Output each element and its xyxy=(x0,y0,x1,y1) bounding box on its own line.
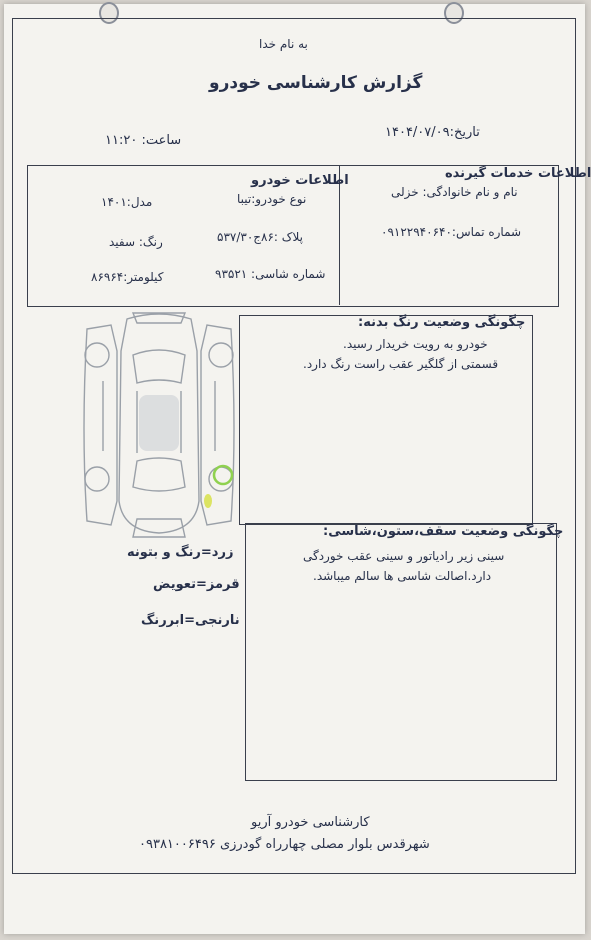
vehicle-plate: پلاک :۸۶ج۵۳۷/۳۰ xyxy=(217,230,304,244)
body-paint-line1: خودرو به رویت خریدار رسید. xyxy=(343,337,488,351)
vehicle-model: مدل:۱۴۰۱ xyxy=(101,195,153,209)
chassis-status-line2: دارد.اصالت شاسی ها سالم میباشد. xyxy=(313,569,492,583)
legend-yellow: زرد=رنگ و بتونه xyxy=(127,545,234,560)
vehicle-type: نوع خودرو:تیبا xyxy=(237,192,307,206)
chassis-status-heading: چگونگی وضعیت سقف،ستون،شاسی: xyxy=(323,524,564,539)
vehicle-chassis: شماره شاسی: ۹۳۵۲۱ xyxy=(215,267,326,281)
green-marker xyxy=(214,466,232,484)
report-frame xyxy=(12,18,591,874)
vehicle-heading: اطلاعات خودرو xyxy=(251,173,349,188)
report-title: گزارش کارشناسی خودرو xyxy=(209,73,423,93)
report-date: تاریخ:۱۴۰۴/۰۷/۰۹ xyxy=(385,125,480,140)
footer-address: شهرقدس بلوار مصلی چهارراه گودرزی ۰۹۳۸۱۰۰۶۴۹۶ xyxy=(139,837,430,852)
client-heading: اطلاعات خدمات گیرنده xyxy=(445,166,591,181)
vehicle-km: کیلومتر:۸۶۹۶۴ xyxy=(91,270,164,284)
vehicle-color: رنگ: سفید xyxy=(109,235,163,249)
bismillah: به نام خدا xyxy=(259,37,308,51)
body-paint-heading: چگونگی وضعیت رنگ بدنه: xyxy=(358,315,526,330)
report-time: ساعت: ۱۱:۲۰ xyxy=(105,133,182,148)
client-phone: شماره تماس:۰۹۱۲۲۹۴۰۶۴۰ xyxy=(381,225,522,239)
client-name: نام و نام خانوادگی: خزلی xyxy=(391,185,518,199)
chassis-status-line1: سینی زیر رادیاتور و سینی عقب خوردگی xyxy=(303,549,505,563)
body-paint-line2: قسمتی از گلگیر عقب راست رنگ دارد. xyxy=(303,357,499,371)
car-diagram xyxy=(77,311,241,543)
legend-red: قرمز=تعویض xyxy=(153,577,240,592)
report-sheet xyxy=(4,4,591,934)
legend-orange: نارنجی=ابررنگ xyxy=(141,613,240,628)
footer-company: کارشناسی خودرو آریو xyxy=(251,815,370,830)
yellow-marker xyxy=(204,494,212,508)
